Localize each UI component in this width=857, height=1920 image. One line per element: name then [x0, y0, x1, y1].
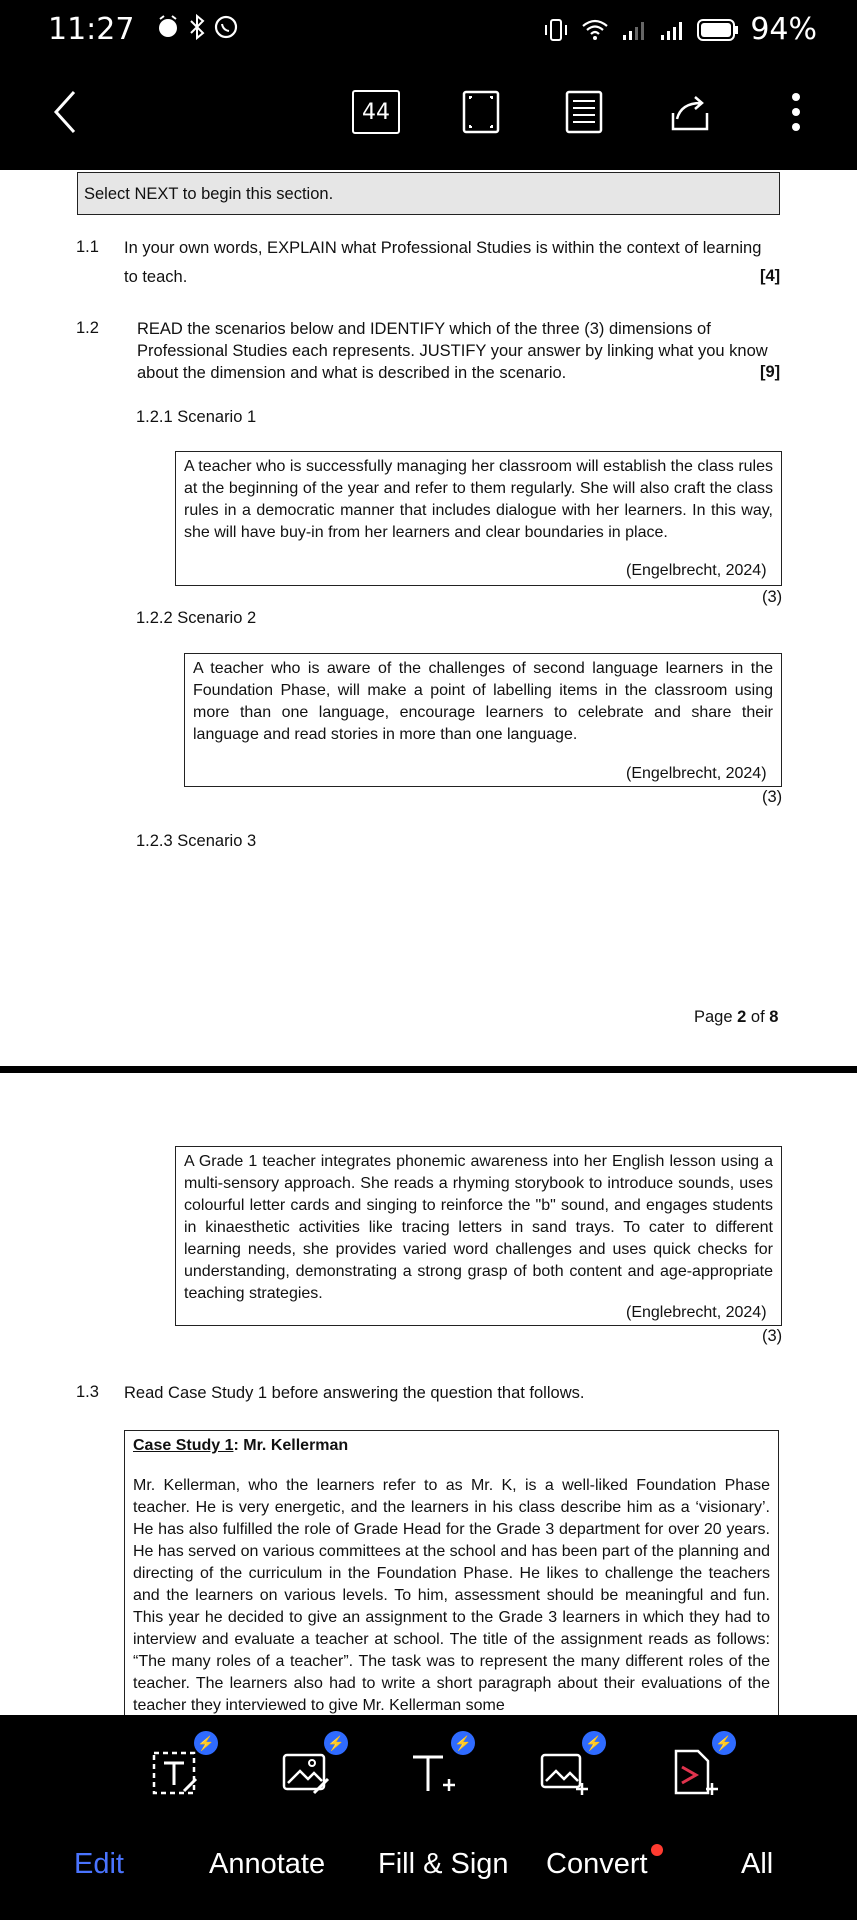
scenario-text: A Grade 1 teacher integrates phonemic awareness into her English lesson using a multi-sensory approach. She reads a rhyming storybook to introduce sounds, uses colourful letter cards and singing to reinforce the "b" sound, and engages students in kinaesthetic activities like tracing letters in sand trays. To cater to different learning needs, she provides varied word challenges and uses quick checks for understanding, demonstrating a strong grasp of both content and age-appropriate teaching strategies.: [184, 1153, 773, 1302]
question-text: In your own words, EXPLAIN what Professional Studies is within the context of learning: [124, 239, 762, 257]
signal-2-icon: [658, 17, 686, 43]
edit-tools-bar: [0, 1715, 857, 1818]
question-text-cont: Professional Studies each represents. JUSTIFY your answer by linking what you know: [137, 342, 768, 360]
scenario-label: 1.2.3 Scenario 3: [136, 832, 257, 850]
scenario-text: A teacher who is aware of the challenges of second language learners in the Foundation Phase, will make a point of labelling items in the classroom using more than one language, encourage learners to celebrate and share their language and read stories in more than one language.: [193, 660, 773, 743]
add-image-tool[interactable]: [536, 1734, 603, 1801]
page-count-button[interactable]: [350, 86, 402, 138]
case-study-box: [124, 1430, 779, 1720]
share-button[interactable]: [664, 86, 716, 138]
fullscreen-button[interactable]: [455, 86, 507, 138]
question-text: Read Case Study 1 before answering the question that follows.: [124, 1384, 585, 1402]
chevron-left-icon: [46, 87, 86, 137]
scenario-marks: (3): [762, 588, 783, 606]
status-left-icons: [155, 14, 239, 40]
scenario-citation: (Englebrecht, 2024): [626, 1304, 767, 1321]
scenario-citation: (Engelbrecht, 2024): [626, 562, 767, 579]
share-icon: [667, 89, 713, 135]
ai-badge: ⚡: [582, 1731, 606, 1755]
add-image-icon: [536, 1745, 592, 1801]
case-study-title: [133, 1435, 770, 1457]
page-label-of: of: [746, 1008, 770, 1026]
current-page: 2: [737, 1008, 747, 1026]
scenario-label: 1.2.1 Scenario 1: [136, 408, 257, 426]
more-vertical-icon: [786, 89, 806, 135]
scenario-marks: (3): [762, 1327, 783, 1345]
edit-text-icon: [148, 1745, 204, 1801]
battery-icon: [696, 17, 740, 43]
ai-badge: ⚡: [194, 1731, 218, 1755]
question-number: 1.1: [76, 238, 99, 256]
bluetooth-icon: [187, 14, 207, 40]
page-separator: [0, 1066, 857, 1073]
back-button[interactable]: [40, 86, 92, 138]
question-text-cont: to teach.: [124, 268, 188, 286]
question-text: READ the scenarios below and IDENTIFY which of the three (3) dimensions of: [137, 320, 711, 338]
edit-image-icon: [278, 1745, 334, 1801]
document-view-icon: [564, 89, 604, 135]
intro-box: [77, 172, 780, 215]
alarm-icon: [155, 14, 181, 40]
add-text-tool[interactable]: [405, 1734, 472, 1801]
question-marks: [4]: [760, 267, 781, 285]
notification-dot: [651, 1844, 663, 1856]
vibrate-icon: [542, 17, 570, 43]
tab-fill-sign[interactable]: Fill & Sign: [378, 1848, 509, 1880]
ai-badge: ⚡: [324, 1731, 348, 1755]
tab-all[interactable]: All: [741, 1848, 774, 1880]
scenario-box: [175, 1146, 782, 1326]
question-marks: [9]: [760, 363, 781, 381]
ai-badge: ⚡: [712, 1731, 736, 1755]
case-study-heading: Case Study 1: [133, 1437, 234, 1454]
case-study-subject: : Mr. Kellerman: [233, 1437, 349, 1454]
whatsapp-icon: [213, 14, 239, 40]
scenario-label: 1.2.2 Scenario 2: [136, 609, 257, 627]
page-count-box: [352, 90, 400, 134]
wifi-icon: [580, 17, 610, 43]
status-bar: [0, 0, 857, 56]
question-number: 1.2: [76, 319, 99, 337]
total-pages: 8: [769, 1008, 779, 1026]
battery-percent: 94%: [750, 12, 817, 47]
page-label: Page: [694, 1008, 738, 1026]
status-right: [542, 12, 817, 47]
edit-image-tool[interactable]: [278, 1734, 345, 1801]
scenario-citation: (Engelbrecht, 2024): [626, 765, 767, 782]
signal-1-icon: [620, 17, 648, 43]
intro-text: Select NEXT to begin this section.: [84, 185, 334, 203]
case-study-text: Mr. Kellerman, who the learners refer to as Mr. K, is a well-liked Foundation Phase teacher. He is very energetic, and the learners in his class describe him as a ‘visionary’. He has also fulfilled the role of Grade Head for the Grade 3 department for over 20 years. He has served on various committees at the school and has been part of the planning and directing of the curriculum in the Foundation Phase. He likes to challenge the teachers and the learners on various levels. To him, assessment should be meaningful and fun. This year he decided to give an assignment to the Grade 3 learners in which they had to interview and evaluate a teacher at school. The title of the assignment reads as follows: “The many roles of a teacher”. The task was to represent the many different roles of the teacher. The learners also had to write a short paragraph about their evaluations of the teacher they interviewed to give Mr. Kellerman some: [133, 1477, 770, 1714]
scenario-text: A teacher who is successfully managing her classroom will establish the class rules at the beginning of the year and refer to them regularly. She will also craft the class rules in a democratic manner that includes dialogue with her learners. In this way, she will have buy-in from her learners and clear boundaries in place.: [184, 458, 773, 541]
reading-mode-button[interactable]: [558, 86, 610, 138]
more-options-button[interactable]: [770, 86, 822, 138]
ai-badge: ⚡: [451, 1731, 475, 1755]
edit-text-tool[interactable]: [148, 1734, 215, 1801]
tab-edit[interactable]: Edit: [74, 1848, 124, 1880]
question-number: 1.3: [76, 1383, 99, 1401]
question-text-cont: about the dimension and what is described in the scenario.: [137, 364, 567, 382]
page-number-footer: [694, 1006, 778, 1028]
tab-annotate[interactable]: Annotate: [209, 1848, 326, 1880]
bottom-nav: [0, 1818, 857, 1920]
add-signature-tool[interactable]: [666, 1734, 733, 1801]
document-add-icon: [666, 1745, 722, 1801]
scenario-marks: (3): [762, 788, 783, 806]
add-text-icon: [405, 1745, 461, 1801]
page-count-value: 44: [362, 99, 390, 125]
tab-convert[interactable]: Convert: [546, 1848, 648, 1880]
fullscreen-icon: [461, 89, 501, 135]
status-time: 11:27: [48, 12, 135, 47]
top-toolbar: [0, 56, 857, 170]
